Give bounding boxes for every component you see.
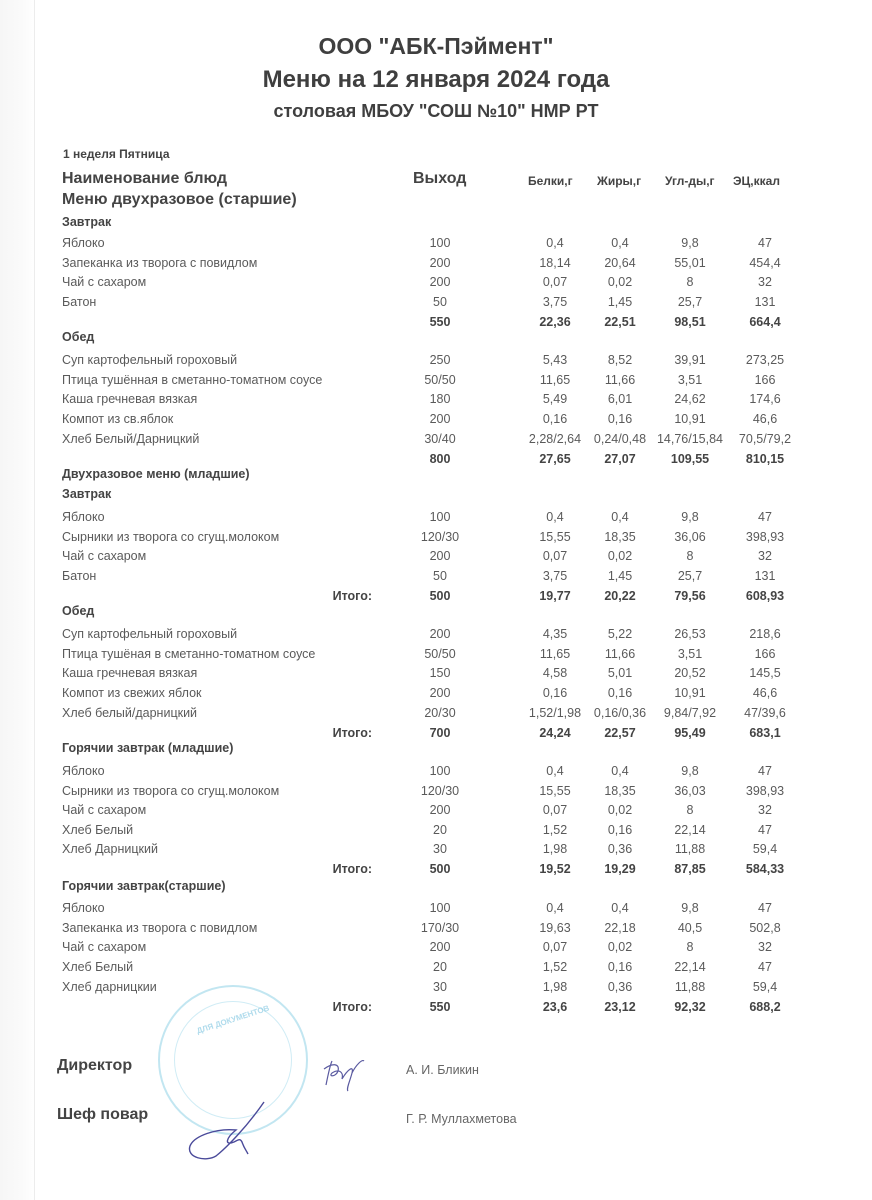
cell-output: 30/40	[424, 432, 456, 446]
column-header-fat: Жиры,г	[597, 174, 642, 188]
section-title: Обед	[62, 604, 95, 618]
table-row	[0, 761, 872, 781]
cell-fat: 18,35	[604, 784, 636, 798]
cell-energy: 47	[758, 510, 772, 524]
cell-carbs: 39,91	[674, 353, 706, 367]
cell-protein: 0,4	[546, 901, 564, 915]
total-protein: 23,6	[542, 1000, 568, 1014]
cell-carbs: 9,8	[681, 901, 699, 915]
cell-carbs: 14,76/15,84	[656, 432, 724, 446]
cell-fat: 0,4	[611, 236, 629, 250]
dish-name: Чай с сахаром	[62, 549, 147, 563]
cell-energy: 47	[758, 901, 772, 915]
menu-title: Двухразовое меню (младшие)	[62, 467, 250, 481]
cell-protein: 0,4	[546, 236, 564, 250]
dish-name: Каша гречневая вязкая	[62, 666, 198, 680]
table-row	[0, 703, 872, 723]
dish-name: Компот из св.яблок	[62, 412, 174, 426]
cell-carbs: 8	[686, 549, 694, 563]
cell-protein: 4,58	[542, 666, 568, 680]
cell-fat: 6,01	[607, 392, 633, 406]
dish-name: Птица тушённая в сметанно-томатном соусе	[62, 373, 323, 387]
total-row	[0, 997, 872, 1017]
page-subtitle: столовая МБОУ "СОШ №10" НМР РТ	[273, 101, 599, 121]
total-protein: 19,77	[539, 589, 571, 603]
cell-energy: 32	[758, 275, 772, 289]
total-output: 550	[429, 1000, 451, 1014]
cell-output: 50/50	[424, 647, 456, 661]
cell-protein: 15,55	[539, 784, 571, 798]
table-row	[0, 800, 872, 820]
cell-protein: 0,4	[546, 510, 564, 524]
dish-name: Яблоко	[62, 236, 105, 250]
cell-output: 50	[433, 569, 447, 583]
cell-protein: 3,75	[542, 569, 568, 583]
table-row	[0, 527, 872, 547]
total-fat: 27,07	[604, 452, 636, 466]
cell-energy: 70,5/79,2	[738, 432, 792, 446]
total-carbs: 95,49	[674, 726, 706, 740]
cell-output: 200	[429, 412, 451, 426]
cell-output: 50	[433, 295, 447, 309]
dish-name: Яблоко	[62, 510, 105, 524]
cell-carbs: 8	[686, 275, 694, 289]
cell-fat: 0,16	[607, 412, 633, 426]
total-fat: 19,29	[604, 862, 636, 876]
week-label: 1 неделя Пятница	[63, 147, 170, 161]
table-row	[0, 781, 872, 801]
cell-carbs: 11,88	[674, 980, 706, 994]
cell-protein: 4,35	[542, 627, 568, 641]
menu-title: Горячии завтрак (младшие)	[62, 741, 234, 755]
cell-carbs: 36,06	[674, 530, 706, 544]
cell-output: 200	[429, 275, 451, 289]
total-label: Итого:	[332, 1000, 372, 1014]
total-energy: 608,93	[745, 589, 785, 603]
page-title: Меню на 12 января 2024 года	[262, 66, 610, 93]
cell-output: 200	[429, 627, 451, 641]
cell-protein: 1,52	[542, 823, 568, 837]
cell-fat: 0,02	[607, 940, 633, 954]
cell-energy: 47	[758, 960, 772, 974]
cell-output: 30	[433, 842, 447, 856]
cell-output: 100	[429, 510, 451, 524]
table-row	[0, 546, 872, 566]
table-row	[0, 937, 872, 957]
table-row	[0, 957, 872, 977]
menu-title: Меню двухразовое (старшие)	[62, 191, 297, 208]
total-fat: 23,12	[604, 1000, 636, 1014]
cell-protein: 2,28/2,64	[528, 432, 582, 446]
cell-carbs: 25,7	[677, 295, 703, 309]
dish-name: Хлеб Дарницкий	[62, 842, 158, 856]
cell-energy: 32	[758, 803, 772, 817]
cell-protein: 11,65	[539, 373, 571, 387]
cell-fat: 0,02	[607, 803, 633, 817]
stamp-text: ДЛЯ ДОКУМЕНТОВ	[195, 1003, 271, 1036]
total-energy: 683,1	[749, 726, 781, 740]
column-header-protein: Белки,г	[528, 174, 573, 188]
cell-output: 100	[429, 236, 451, 250]
cell-fat: 11,66	[604, 647, 636, 661]
cell-fat: 0,4	[611, 901, 629, 915]
cell-carbs: 40,5	[677, 921, 703, 935]
cell-carbs: 20,52	[674, 666, 706, 680]
table-row	[0, 233, 872, 253]
dish-name: Хлеб Белый	[62, 823, 134, 837]
cell-carbs: 10,91	[674, 686, 706, 700]
cell-protein: 15,55	[539, 530, 571, 544]
cell-carbs: 11,88	[674, 842, 706, 856]
table-row	[0, 292, 872, 312]
cell-fat: 11,66	[604, 373, 636, 387]
cell-fat: 0,16	[607, 686, 633, 700]
table-row	[0, 272, 872, 292]
total-fat: 22,51	[604, 315, 636, 329]
total-output: 800	[429, 452, 451, 466]
cell-energy: 59,4	[752, 980, 778, 994]
cell-output: 30	[433, 980, 447, 994]
total-carbs: 79,56	[674, 589, 706, 603]
table-row	[0, 370, 872, 390]
cell-output: 100	[429, 764, 451, 778]
cell-fat: 0,36	[607, 842, 633, 856]
total-protein: 19,52	[539, 862, 571, 876]
dish-name: Батон	[62, 569, 97, 583]
table-row	[0, 624, 872, 644]
table-row	[0, 389, 872, 409]
column-header-name: Наименование блюд	[62, 170, 228, 187]
cell-energy: 47	[758, 823, 772, 837]
cell-energy: 166	[754, 373, 776, 387]
cell-energy: 47	[758, 236, 772, 250]
total-label: Итого:	[332, 862, 372, 876]
cell-protein: 11,65	[539, 647, 571, 661]
cell-carbs: 22,14	[674, 823, 706, 837]
table-row	[0, 918, 872, 938]
total-output: 700	[429, 726, 451, 740]
cell-fat: 20,64	[604, 256, 636, 270]
cell-output: 50/50	[424, 373, 456, 387]
cell-output: 200	[429, 549, 451, 563]
dish-name: Компот из свежих яблок	[62, 686, 202, 700]
total-row	[0, 449, 872, 469]
total-energy: 688,2	[749, 1000, 781, 1014]
total-fat: 22,57	[604, 726, 636, 740]
cell-protein: 1,98	[542, 980, 568, 994]
table-row	[0, 663, 872, 683]
total-energy: 584,33	[745, 862, 785, 876]
director-name: А. И. Бликин	[406, 1063, 479, 1077]
total-output: 500	[429, 862, 451, 876]
cell-fat: 0,24/0,48	[593, 432, 647, 446]
chef-label: Шеф повар	[57, 1106, 149, 1123]
cell-output: 20	[433, 960, 447, 974]
dish-name: Хлеб Белый	[62, 960, 134, 974]
dish-name: Яблоко	[62, 764, 105, 778]
table-row	[0, 683, 872, 703]
cell-fat: 5,01	[607, 666, 633, 680]
cell-energy: 59,4	[752, 842, 778, 856]
dish-name: Суп картофельный гороховый	[62, 627, 238, 641]
table-row	[0, 350, 872, 370]
cell-protein: 18,14	[539, 256, 571, 270]
cell-protein: 0,16	[542, 686, 568, 700]
table-row	[0, 429, 872, 449]
cell-energy: 218,6	[749, 627, 781, 641]
total-row	[0, 586, 872, 606]
cell-carbs: 9,84/7,92	[663, 706, 717, 720]
cell-protein: 3,75	[542, 295, 568, 309]
menu-title: Горячии завтрак(старшие)	[62, 879, 226, 893]
table-row	[0, 253, 872, 273]
cell-protein: 1,52	[542, 960, 568, 974]
director-signature-icon	[318, 1055, 368, 1095]
dish-name: Птица тушёная в сметанно-томатном соусе	[62, 647, 316, 661]
dish-name: Суп картофельный гороховый	[62, 353, 238, 367]
table-row	[0, 644, 872, 664]
cell-carbs: 10,91	[674, 412, 706, 426]
cell-output: 200	[429, 803, 451, 817]
cell-energy: 131	[754, 295, 776, 309]
dish-name: Яблоко	[62, 901, 105, 915]
cell-protein: 0,16	[542, 412, 568, 426]
cell-carbs: 36,03	[674, 784, 706, 798]
cell-output: 100	[429, 901, 451, 915]
director-label: Директор	[57, 1057, 133, 1074]
cell-protein: 0,4	[546, 764, 564, 778]
table-row	[0, 566, 872, 586]
cell-fat: 1,45	[607, 569, 633, 583]
cell-carbs: 9,8	[681, 510, 699, 524]
cell-energy: 174,6	[749, 392, 781, 406]
total-output: 550	[429, 315, 451, 329]
total-protein: 27,65	[539, 452, 571, 466]
cell-energy: 32	[758, 549, 772, 563]
dish-name: Хлеб белый/дарницкий	[62, 706, 198, 720]
dish-name: Хлеб дарницкии	[62, 980, 157, 994]
cell-fat: 1,45	[607, 295, 633, 309]
cell-fat: 8,52	[607, 353, 633, 367]
total-energy: 664,4	[749, 315, 781, 329]
total-output: 500	[429, 589, 451, 603]
cell-output: 120/30	[420, 784, 460, 798]
cell-protein: 0,07	[542, 275, 568, 289]
cell-energy: 166	[754, 647, 776, 661]
total-energy: 810,15	[745, 452, 785, 466]
total-fat: 20,22	[604, 589, 636, 603]
table-row	[0, 898, 872, 918]
cell-fat: 18,35	[604, 530, 636, 544]
company-name: ООО "АБК-Пэймент"	[318, 33, 554, 59]
cell-fat: 0,16	[607, 823, 633, 837]
cell-carbs: 9,8	[681, 764, 699, 778]
column-header-energy: ЭЦ,ккал	[733, 174, 780, 188]
table-row	[0, 977, 872, 997]
cell-fat: 0,36	[607, 980, 633, 994]
dish-name: Хлеб Белый/Дарницкий	[62, 432, 200, 446]
cell-carbs: 9,8	[681, 236, 699, 250]
cell-output: 250	[429, 353, 451, 367]
cell-output: 170/30	[420, 921, 460, 935]
cell-protein: 5,43	[542, 353, 568, 367]
cell-carbs: 26,53	[674, 627, 706, 641]
chef-name: Г. Р. Муллахметова	[406, 1112, 517, 1126]
total-carbs: 109,55	[670, 452, 710, 466]
dish-name: Каша гречневая вязкая	[62, 392, 198, 406]
total-carbs: 87,85	[674, 862, 706, 876]
cell-carbs: 22,14	[674, 960, 706, 974]
cell-energy: 47	[758, 764, 772, 778]
dish-name: Батон	[62, 295, 97, 309]
cell-output: 120/30	[420, 530, 460, 544]
cell-energy: 46,6	[752, 412, 778, 426]
cell-energy: 145,5	[749, 666, 781, 680]
cell-protein: 5,49	[542, 392, 568, 406]
cell-protein: 0,07	[542, 803, 568, 817]
dish-name: Чай с сахаром	[62, 940, 147, 954]
dish-name: Сырники из творога со сгущ.молоком	[62, 784, 280, 798]
cell-fat: 0,4	[611, 764, 629, 778]
cell-output: 200	[429, 940, 451, 954]
cell-energy: 454,4	[749, 256, 781, 270]
cell-energy: 47/39,6	[744, 706, 786, 720]
total-protein: 22,36	[539, 315, 571, 329]
cell-output: 200	[429, 256, 451, 270]
dish-name: Чай с сахаром	[62, 803, 147, 817]
dish-name: Чай с сахаром	[62, 275, 147, 289]
total-carbs: 92,32	[674, 1000, 706, 1014]
total-row	[0, 723, 872, 743]
cell-carbs: 55,01	[674, 256, 706, 270]
cell-carbs: 24,62	[674, 392, 706, 406]
dish-name: Запеканка из творога с повидлом	[62, 256, 258, 270]
total-label: Итого:	[332, 589, 372, 603]
total-carbs: 98,51	[674, 315, 706, 329]
cell-carbs: 25,7	[677, 569, 703, 583]
cell-fat: 0,4	[611, 510, 629, 524]
total-row	[0, 312, 872, 332]
cell-protein: 19,63	[539, 921, 571, 935]
section-title: Обед	[62, 330, 95, 344]
cell-energy: 273,25	[745, 353, 785, 367]
table-row	[0, 409, 872, 429]
cell-fat: 0,16	[607, 960, 633, 974]
table-row	[0, 839, 872, 859]
total-label: Итого:	[332, 726, 372, 740]
dish-name: Сырники из творога со сгущ.молоком	[62, 530, 280, 544]
section-title: Завтрак	[62, 487, 112, 501]
cell-protein: 1,52/1,98	[528, 706, 582, 720]
dish-name: Запеканка из творога с повидлом	[62, 921, 258, 935]
cell-protein: 0,07	[542, 549, 568, 563]
table-row	[0, 507, 872, 527]
cell-energy: 131	[754, 569, 776, 583]
cell-fat: 0,02	[607, 275, 633, 289]
cell-energy: 32	[758, 940, 772, 954]
cell-energy: 46,6	[752, 686, 778, 700]
cell-fat: 0,02	[607, 549, 633, 563]
total-protein: 24,24	[539, 726, 571, 740]
cell-energy: 398,93	[745, 784, 785, 798]
table-row	[0, 820, 872, 840]
section-title: Завтрак	[62, 215, 112, 229]
cell-output: 180	[429, 392, 451, 406]
cell-fat: 0,16/0,36	[593, 706, 647, 720]
cell-carbs: 8	[686, 940, 694, 954]
column-header-carbs: Угл-ды,г	[665, 174, 715, 188]
cell-carbs: 3,51	[677, 647, 703, 661]
cell-carbs: 8	[686, 803, 694, 817]
cell-output: 200	[429, 686, 451, 700]
chef-signature-icon	[176, 1098, 286, 1162]
cell-energy: 398,93	[745, 530, 785, 544]
cell-fat: 22,18	[604, 921, 636, 935]
cell-fat: 5,22	[607, 627, 633, 641]
cell-output: 150	[429, 666, 451, 680]
cell-output: 20/30	[424, 706, 456, 720]
total-row	[0, 859, 872, 879]
cell-protein: 0,07	[542, 940, 568, 954]
cell-energy: 502,8	[749, 921, 781, 935]
column-header-output: Выход	[413, 170, 467, 187]
cell-output: 20	[433, 823, 447, 837]
cell-carbs: 3,51	[677, 373, 703, 387]
cell-protein: 1,98	[542, 842, 568, 856]
